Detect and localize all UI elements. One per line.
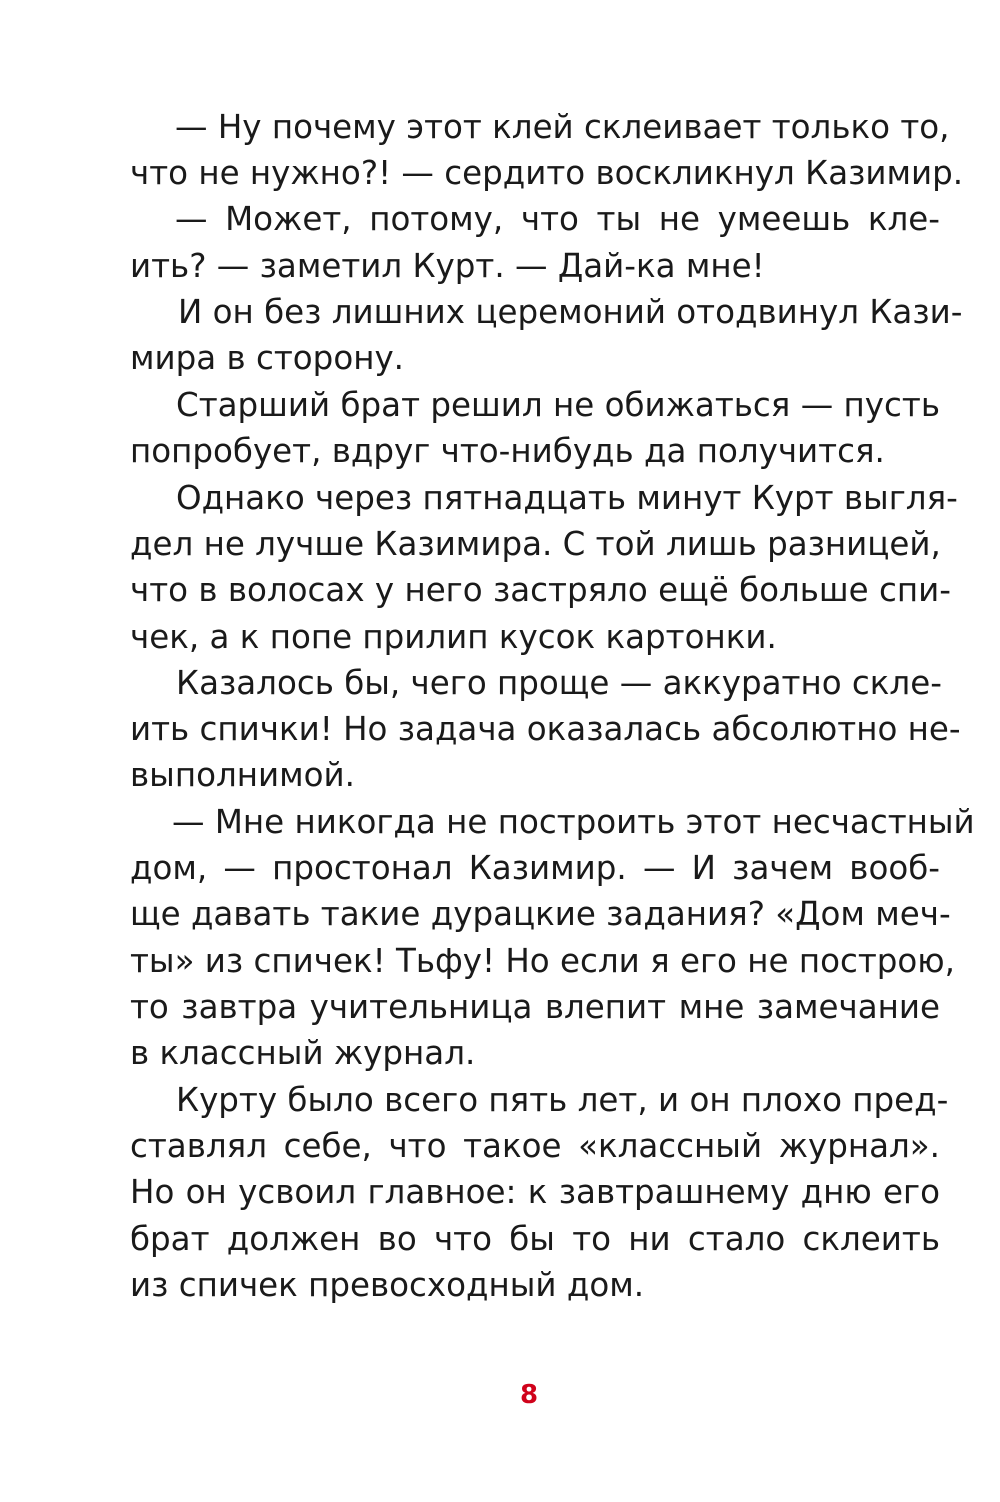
text-line-13: Казалось бы, чего проще — аккуратно скле- <box>176 664 942 702</box>
text-line-18: ще давать такие дурацкие задания? «Дом меч- <box>130 895 951 933</box>
text-line-4: ить? — заметил Курт. — Дай-ка мне! <box>130 247 765 285</box>
text-line-9: Однако через пятнадцать минут Курт выгля- <box>176 479 958 517</box>
text-line-8: попробует, вдруг что-нибудь да получится. <box>130 432 885 470</box>
text-line-1: — Ну почему этот клей склеивает только то, <box>175 108 950 146</box>
text-line-17: дом, — простонал Казимир. — И зачем вооб- <box>130 849 940 887</box>
text-line-12: чек, а к попе прилип кусок картонки. <box>130 618 777 656</box>
text-line-15: выполнимой. <box>130 756 355 794</box>
text-line-23: ставлял себе, что такое «классный журнал». <box>130 1127 940 1165</box>
text-line-3: — Может, потому, что ты не умеешь кле- <box>175 200 940 238</box>
text-line-16: — Мне никогда не построить этот несчастный <box>172 803 975 841</box>
text-line-7: Старший брат решил не обижаться — пусть <box>176 386 940 424</box>
text-line-10: дел не лучше Казимира. С той лишь разницей, <box>130 525 941 563</box>
text-line-11: что в волосах у него застряло ещё больше спи- <box>130 571 951 609</box>
page-number: 8 <box>519 1380 539 1410</box>
text-line-24: Но он усвоил главное: к завтрашнему дню его <box>130 1173 940 1211</box>
text-line-19: ты» из спичек! Тьфу! Но если я его не построю, <box>130 942 955 980</box>
text-line-22: Курту было всего пять лет, и он плохо пред- <box>176 1081 949 1119</box>
text-line-20: то завтра учительница влепит мне замечание <box>130 988 940 1026</box>
text-line-21: в классный журнал. <box>130 1034 476 1072</box>
text-line-25: брат должен во что бы то ни стало склеить <box>130 1220 940 1258</box>
text-line-14: ить спички! Но задача оказалась абсолютно не- <box>130 710 961 748</box>
text-line-5: И он без лишних церемоний отодвинул Кази- <box>178 293 963 331</box>
text-line-26: из спичек превосходный дом. <box>130 1266 645 1304</box>
text-line-2: что не нужно?! — сердито воскликнул Казимир. <box>130 154 964 192</box>
text-line-6: мира в сторону. <box>130 339 405 377</box>
